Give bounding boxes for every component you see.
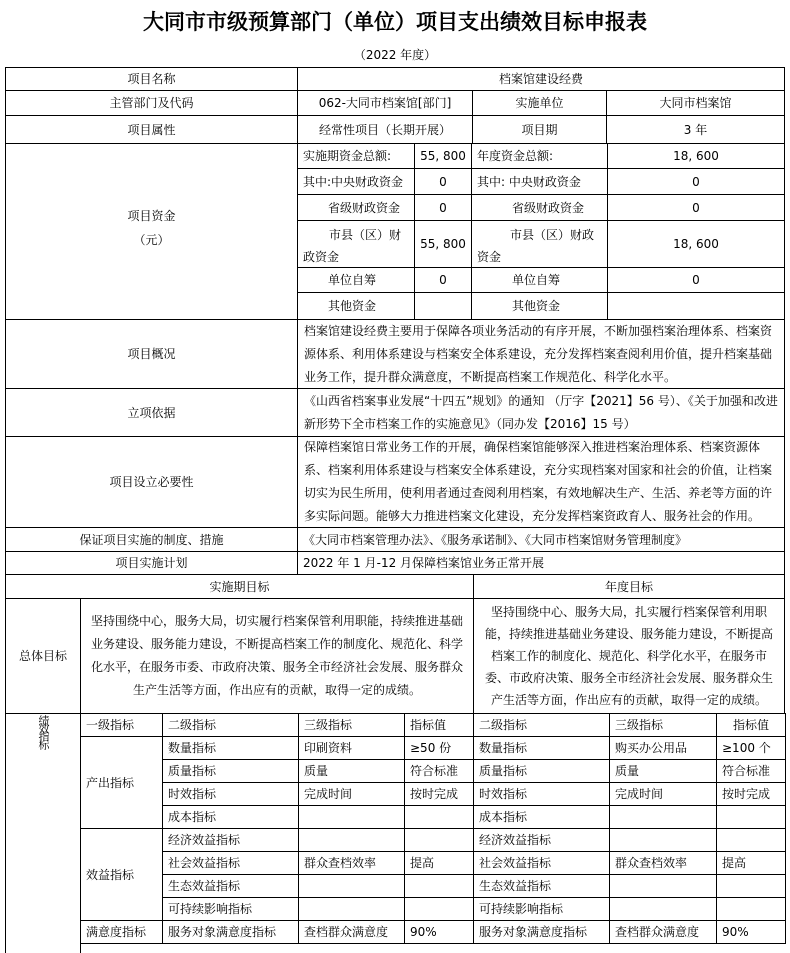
annual-indicator-level2: 生态效益指标 xyxy=(473,874,611,898)
funds-other-annual-label: 其他资金 xyxy=(471,292,608,320)
funds-self-annual-value: 0 xyxy=(607,267,785,293)
header-value: 指标值 xyxy=(404,713,475,737)
funds-other-impl-label: 其他资金 xyxy=(297,292,415,320)
indicator-level2: 质量指标 xyxy=(162,759,300,783)
funds-central-impl-value: 0 xyxy=(414,168,472,195)
indicator-level2: 服务对象满意度指标 xyxy=(162,920,300,944)
header-annual-level2: 二级指标 xyxy=(473,713,611,737)
funds-total-impl-value: 55, 800 xyxy=(414,143,472,169)
funds-central-impl-label: 其中:中央财政资金 xyxy=(297,168,415,195)
attr-value: 经常性项目（长期开展） xyxy=(297,115,473,144)
annual-goal-header: 年度目标 xyxy=(473,574,785,599)
funds-provincial-annual-value: 0 xyxy=(607,194,785,221)
annual-indicator-level3: 群众查档效率 xyxy=(609,851,718,875)
funds-other-impl-value xyxy=(414,292,472,320)
annual-indicator-value: 90% xyxy=(716,920,786,944)
indicator-level3 xyxy=(298,897,406,921)
indicator-value: ≥50 份 xyxy=(404,736,475,760)
indicator-level1: 满意度指标 xyxy=(80,920,164,944)
funds-label-line2: （元） xyxy=(133,233,170,247)
overview-label: 项目概况 xyxy=(5,319,298,389)
overview-text: 档案馆建设经费主要用于保障各项业务活动的有序开展，不断加强档案治理体系、档案资源体系、利用体系建设与档案安全体系建设，充分发挥档案查阅利用价值，提升档案基础业务工作，提升群众满意度，不断提高档案工作规范化、科学化水平。 xyxy=(297,319,785,389)
header-level2: 二级指标 xyxy=(162,713,300,737)
necessity-label: 项目设立必要性 xyxy=(5,436,298,528)
measures-text: 《大同市档案管理办法》、《服务承诺制》、《大同市档案馆财务管理制度》 xyxy=(297,527,785,552)
funds-total-impl-label: 实施期资金总额: xyxy=(297,143,415,169)
funds-city-annual-label-line2: 资金 xyxy=(477,250,502,264)
indicator-value xyxy=(404,874,475,898)
indicator-level3: 质量 xyxy=(298,759,406,783)
annual-indicator-level2: 社会效益指标 xyxy=(473,851,611,875)
funds-self-impl-label: 单位自筹 xyxy=(297,267,415,293)
impl-goal-header: 实施期目标 xyxy=(5,574,474,599)
project-name-label: 项目名称 xyxy=(5,67,298,91)
funds-city-impl-label xyxy=(297,220,415,268)
funds-other-annual-value xyxy=(607,292,785,320)
annual-indicator-level3: 完成时间 xyxy=(609,782,718,806)
indicator-level3 xyxy=(298,874,406,898)
annual-indicator-level3 xyxy=(609,897,718,921)
annual-indicator-value xyxy=(716,828,786,852)
basis-text: 《山西省档案事业发展“十四五”规划》的通知 （厅字【2021】56 号）、《关于加强和改进新形势下全市档案工作的实施意见》（同办发【2016】15 号） xyxy=(297,388,785,437)
indicator-value xyxy=(404,897,475,921)
header-level3: 三级指标 xyxy=(298,713,406,737)
funds-total-annual-label: 年度资金总额: xyxy=(471,143,608,169)
funds-total-annual-value: 18, 600 xyxy=(607,143,785,169)
header-annual-value: 指标值 xyxy=(716,713,786,737)
indicator-value: 提高 xyxy=(404,851,475,875)
overall-goal-label: 总体目标 xyxy=(5,598,81,714)
annual-indicator-value: 符合标准 xyxy=(716,759,786,783)
annual-indicator-level2: 时效指标 xyxy=(473,782,611,806)
annual-indicator-level2: 可持续影响指标 xyxy=(473,897,611,921)
period-label: 项目期 xyxy=(472,115,607,144)
indicators-section-text: 绩效指标 xyxy=(37,715,50,747)
plan-text: 2022 年 1 月-12 月保障档案馆业务正常开展 xyxy=(297,551,785,575)
indicator-level3: 群众查档效率 xyxy=(298,851,406,875)
measures-label: 保证项目实施的制度、措施 xyxy=(5,527,298,552)
funds-provincial-impl-value: 0 xyxy=(414,194,472,221)
indicators-section-label xyxy=(5,713,81,953)
basis-label: 立项依据 xyxy=(5,388,298,437)
indicator-level1: 效益指标 xyxy=(80,828,164,921)
annual-indicator-value: ≥100 个 xyxy=(716,736,786,760)
funds-provincial-annual-label: 省级财政资金 xyxy=(471,194,608,221)
annual-indicator-level2: 数量指标 xyxy=(473,736,611,760)
annual-indicator-level2: 经济效益指标 xyxy=(473,828,611,852)
attr-label: 项目属性 xyxy=(5,115,298,144)
annual-indicator-level2: 服务对象满意度指标 xyxy=(473,920,611,944)
funds-city-impl-value: 55, 800 xyxy=(414,220,472,268)
annual-indicator-value xyxy=(716,897,786,921)
header-level1: 一级指标 xyxy=(80,713,164,737)
funds-city-impl-label-line1: 市县（区）财 xyxy=(329,228,402,242)
impl-goal-text: 坚持围绕中心，服务大局，切实履行档案保管利用职能，持续推进基础业务建设、服务能力建设，不断提高档案工作的制度化、规范化、科学化水平，在服务市委、市政府决策、服务全市经济社会发展、服务群众生产生活等方面，作出应有的贡献，取得一定的成绩。 xyxy=(80,598,474,714)
funds-self-annual-label: 单位自筹 xyxy=(471,267,608,293)
form-year: （2022 年度） xyxy=(353,48,437,62)
annual-indicator-level2: 质量指标 xyxy=(473,759,611,783)
indicator-level3: 完成时间 xyxy=(298,782,406,806)
annual-indicator-level3: 质量 xyxy=(609,759,718,783)
header-annual-level3: 三级指标 xyxy=(609,713,718,737)
indicator-level3 xyxy=(298,805,406,829)
indicator-value xyxy=(404,828,475,852)
annual-indicator-value: 按时完成 xyxy=(716,782,786,806)
funds-city-impl-label-line2: 政资金 xyxy=(303,250,340,264)
indicator-level2: 可持续影响指标 xyxy=(162,897,300,921)
indicator-level3: 印刷资料 xyxy=(298,736,406,760)
indicator-level2: 生态效益指标 xyxy=(162,874,300,898)
impl-unit-value: 大同市档案馆 xyxy=(606,90,785,116)
annual-indicator-level2: 成本指标 xyxy=(473,805,611,829)
funds-city-annual-label xyxy=(471,220,608,268)
impl-unit-label: 实施单位 xyxy=(472,90,607,116)
form-title: 大同市市级预算部门（单位）项目支出绩效目标申报表 xyxy=(143,9,647,34)
indicator-value: 90% xyxy=(404,920,475,944)
funds-label xyxy=(5,143,298,320)
annual-indicator-level3: 购买办公用品 xyxy=(609,736,718,760)
indicator-value: 按时完成 xyxy=(404,782,475,806)
annual-indicator-level3: 查档群众满意度 xyxy=(609,920,718,944)
indicator-level3 xyxy=(298,828,406,852)
annual-indicator-value xyxy=(716,805,786,829)
period-value: 3 年 xyxy=(606,115,785,144)
annual-indicator-level3 xyxy=(609,874,718,898)
indicator-level2: 时效指标 xyxy=(162,782,300,806)
indicator-value: 符合标准 xyxy=(404,759,475,783)
dept-value: 062-大同市档案馆[部门] xyxy=(297,90,473,116)
annual-indicator-level3 xyxy=(609,828,718,852)
funds-self-impl-value: 0 xyxy=(414,267,472,293)
project-name-value: 档案馆建设经费 xyxy=(297,67,785,91)
funds-city-annual-value: 18, 600 xyxy=(607,220,785,268)
indicator-level3: 查档群众满意度 xyxy=(298,920,406,944)
plan-label: 项目实施计划 xyxy=(5,551,298,575)
funds-city-annual-label-line1: 市县（区）财政 xyxy=(510,228,595,242)
indicator-value xyxy=(404,805,475,829)
indicator-level2: 数量指标 xyxy=(162,736,300,760)
indicator-level1: 产出指标 xyxy=(80,736,164,829)
annual-indicator-value: 提高 xyxy=(716,851,786,875)
funds-central-annual-value: 0 xyxy=(607,168,785,195)
necessity-text: 保障档案馆日常业务工作的开展，确保档案馆能够深入推进档案治理体系、档案资源体系、档案利用体系建设与档案安全体系建设，充分实现档案对国家和社会的价值，让档案切实为民生所用，使利用者通过查阅利用档案，有效地解决生产、生活、养老等方面的许多实际问题。能够大力推进档案文化建设，充分发挥档案资政育人、服务社会的作用。 xyxy=(297,436,785,528)
indicator-level2: 成本指标 xyxy=(162,805,300,829)
indicator-level2: 经济效益指标 xyxy=(162,828,300,852)
funds-label-line1: 项目资金 xyxy=(127,209,176,223)
annual-indicator-value xyxy=(716,874,786,898)
funds-central-annual-label: 其中: 中央财政资金 xyxy=(471,168,608,195)
indicator-level2: 社会效益指标 xyxy=(162,851,300,875)
dept-label: 主管部门及代码 xyxy=(5,90,298,116)
funds-provincial-impl-label: 省级财政资金 xyxy=(297,194,415,221)
annual-goal-text: 坚持围绕中心、服务大局，扎实履行档案保管利用职能，持续推进基础业务建设、服务能力建设，不断提高档案工作的制度化、规范化、科学化水平，在服务市委、市政府决策、服务全市经济社会发展、服务群众生产生活等方面，作出应有的贡献，取得一定的成绩。 xyxy=(473,598,785,714)
annual-indicator-level3 xyxy=(609,805,718,829)
